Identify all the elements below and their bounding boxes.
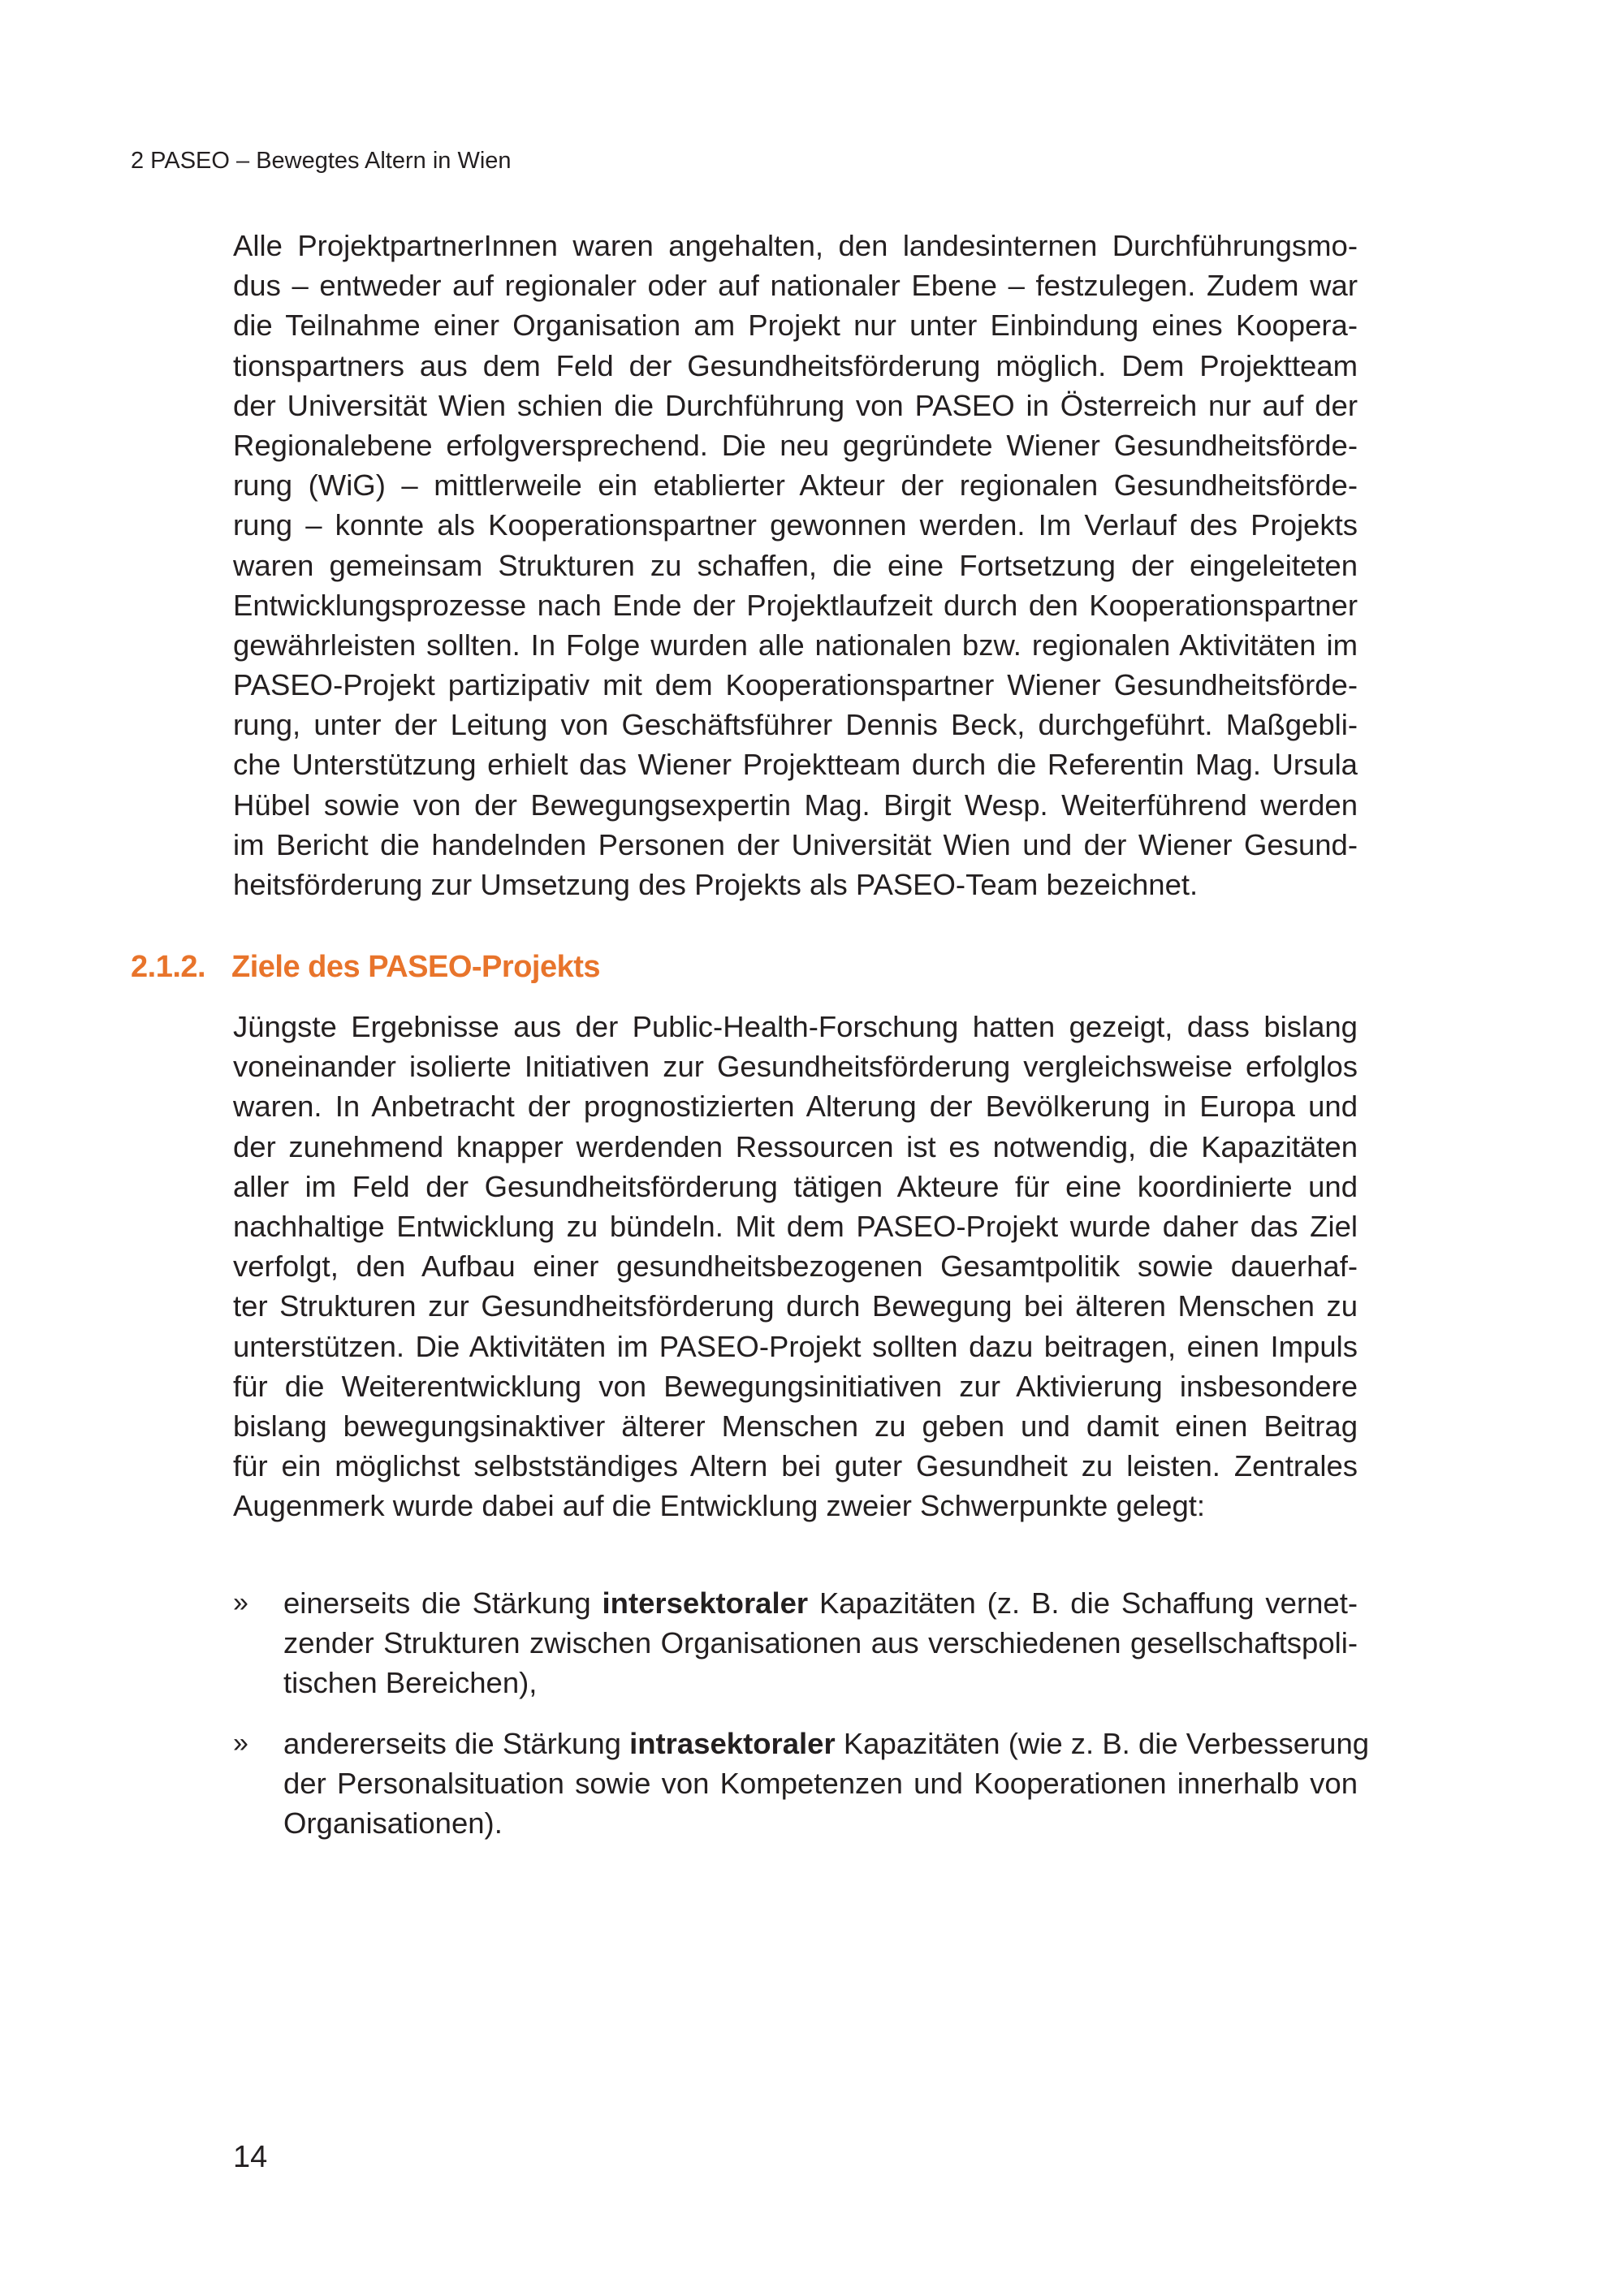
text-span: andererseits die Stärkung xyxy=(283,1727,630,1760)
text-line: Hübel sowie von der Bewegungsexpertin Mag. Birgit Wesp. Weiterführend werden xyxy=(233,788,1358,822)
text-line: Entwicklungsprozesse nach Ende der Projektlaufzeit durch den Kooperationspartner xyxy=(233,588,1358,622)
section-heading xyxy=(131,948,600,986)
bullet-marker-icon: » xyxy=(233,1728,248,1759)
text-line: heitsförderung zur Umsetzung des Projekts als PASEO-Team bezeichnet. xyxy=(233,868,1199,901)
bullet-text xyxy=(283,1724,1370,1844)
text-line: nachhaltige Entwicklung zu bündeln. Mit dem PASEO-Projekt wurde daher das Ziel xyxy=(233,1209,1358,1243)
text-span: einerseits die Stärkung xyxy=(283,1586,603,1620)
text-line: aller im Feld der Gesundheitsförderung tätigen Akteure für eine koordinierte und xyxy=(233,1169,1358,1203)
bullet-marker-icon: » xyxy=(233,1587,248,1618)
text-span: Kapazitäten (wie z. B. die Verbesserung xyxy=(835,1727,1370,1760)
text-line: zender Strukturen zwischen Organisationen aus verschiedenen gesellschaftspoli- xyxy=(283,1626,1358,1660)
section-title: Ziele des PASEO-Projekts xyxy=(231,950,601,984)
text-line: rung, unter der Leitung von Geschäftsführer Dennis Beck, durchgeführt. Maßgebli- xyxy=(233,708,1358,742)
text-line: Jüngste Ergebnisse aus der Public-Health-Forschung hatten gezeigt, dass bislang xyxy=(233,1010,1358,1043)
text-line xyxy=(283,1724,1370,1763)
paragraph-project-partners xyxy=(233,226,1358,904)
text-line: für die Weiterentwicklung von Bewegungsinitiativen zur Aktivierung insbesondere xyxy=(233,1369,1358,1403)
text-line: im Bericht die handelnden Personen der Universität Wien und der Wiener Gesund- xyxy=(233,827,1358,861)
text-line: tischen Bereichen), xyxy=(283,1666,538,1700)
paragraph-project-goals xyxy=(233,1007,1358,1526)
text-line: tionspartners aus dem Feld der Gesundheitsförderung möglich. Dem Projektteam xyxy=(233,348,1358,382)
running-header: 2 PASEO – Bewegtes Altern in Wien xyxy=(131,148,512,174)
text-line: PASEO-Projekt partizipativ mit dem Kooperationspartner Wiener Gesundheitsförde- xyxy=(233,668,1358,702)
text-line: für ein möglichst selbstständiges Altern bei guter Gesundheit zu leisten. Zentrales xyxy=(233,1449,1358,1483)
text-line: Regionalebene erfolgversprechend. Die neu gegründete Wiener Gesundheitsförde- xyxy=(233,428,1358,462)
text-line: waren. In Anbetracht der prognostizierten Alterung der Bevölkerung in Europa und xyxy=(233,1090,1358,1124)
text-line: rung (WiG) – mittlerweile ein etablierter Akteur der regionalen Gesundheitsförde- xyxy=(233,468,1358,503)
text-line: dus – entweder auf regionaler oder auf nationaler Ebene – festzulegen. Zudem war xyxy=(233,269,1358,303)
page-number: 14 xyxy=(233,2140,268,2174)
bullet-text xyxy=(283,1583,1358,1703)
text-line: die Teilnahme einer Organisation am Projekt nur unter Einbindung eines Koopera- xyxy=(233,309,1358,343)
emphasis-text: intrasektoraler xyxy=(629,1727,836,1760)
text-line: che Unterstützung erhielt das Wiener Projektteam durch die Referentin Mag. Ursula xyxy=(233,748,1358,782)
text-line: ter Strukturen zur Gesundheitsförderung durch Bewegung bei älteren Menschen zu xyxy=(233,1289,1358,1323)
text-line: rung – konnte als Kooperationspartner gewonnen werden. Im Verlauf des Projekts xyxy=(233,508,1358,542)
section-number: 2.1.2. xyxy=(131,950,206,984)
text-line: gewährleisten sollten. In Folge wurden alle nationalen bzw. regionalen Aktivitäten im xyxy=(233,628,1358,662)
text-line: Organisationen). xyxy=(283,1806,503,1841)
text-line: der zunehmend knapper werdenden Ressourcen ist es notwendig, die Kapazitäten xyxy=(233,1129,1358,1163)
text-line: bislang bewegungsinaktiver älterer Menschen zu geben und damit einen Beitrag xyxy=(233,1409,1358,1443)
text-line: der Personalsituation sowie von Kompetenzen und Kooperationen innerhalb von xyxy=(283,1767,1358,1801)
text-line: Augenmerk wurde dabei auf die Entwicklung zweier Schwerpunkte gelegt: xyxy=(233,1489,1206,1523)
text-line: der Universität Wien schien die Durchführung von PASEO in Österreich nur auf der xyxy=(233,388,1358,422)
text-line xyxy=(283,1583,1358,1623)
text-line: unterstützen. Die Aktivitäten im PASEO-Projekt sollten dazu beitragen, einen Impuls xyxy=(233,1329,1358,1363)
text-line: Alle ProjektpartnerInnen waren angehalten, den landesinternen Durchführungsmo- xyxy=(233,229,1358,262)
text-line: verfolgt, den Aufbau einer gesundheitsbezogenen Gesamtpolitik sowie dauerhaf- xyxy=(233,1249,1358,1284)
emphasis-text: intersektoraler xyxy=(602,1586,809,1620)
text-line: voneinander isolierte Initiativen zur Gesundheitsförderung vergleichsweise erfolglos xyxy=(233,1050,1358,1084)
text-span: Kapazitäten (z. B. die Schaffung vernet- xyxy=(808,1586,1358,1620)
text-line: waren gemeinsam Strukturen zu schaffen, die eine Fortsetzung der eingeleiteten xyxy=(233,548,1358,582)
